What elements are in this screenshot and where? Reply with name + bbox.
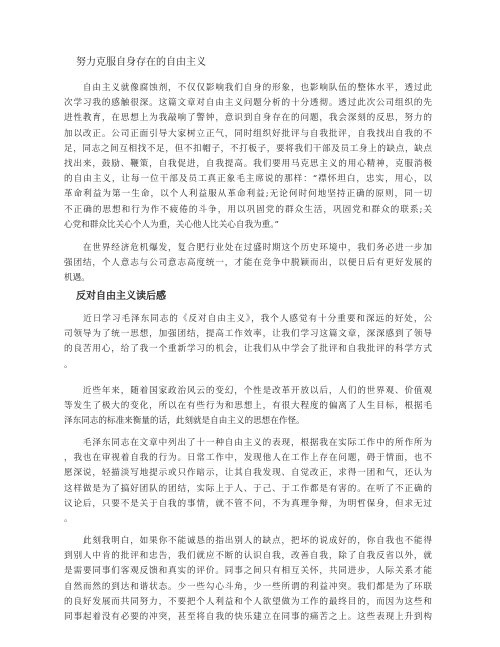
text-line: 到别人中肯的批评和忠告，我们就应不断的认识自我，改善自我，除了自我反省以外，就: [64, 551, 432, 562]
text-line: 此刻我明白，如果你不能诚恳的指出别人的缺点，把坏的说成好的，你自我也不能得: [64, 536, 432, 546]
text-line: 的良好发展而共同努力，不要把个人利益和个人欲望做为工作的最终目的，而因为这些和: [64, 596, 432, 607]
paragraph-1-1: [64, 81, 432, 233]
text-line: 愿深说，轻描淡写地提示或只作暗示，让其自我发现、自觉改正，求得一团和气，还认为: [64, 468, 432, 479]
text-line: 不正确的思想和行为作不疲倦的斗争，用以巩固党的群众生活，巩固党和群众的联系;关: [64, 204, 432, 215]
text-line: 近些年来，随着国家政治风云的变幻，个性是改革开放以后，人们的世界观、价值观: [64, 386, 432, 396]
text-line: ，我也在审视着自我的行为。日常工作中，发现他人在工作上存在问题，碍于情面，也不: [64, 453, 432, 464]
text-line: 次学习我的感触很深。这篇文章对自由主义问题分析的十分透彻。透过此次公司组织的先: [64, 98, 432, 109]
text-line: 。: [64, 359, 73, 370]
paragraph-2-3: [64, 436, 432, 527]
text-line: 泽东同志的标准来衡量的话，此刻就是自由主义的思想在作怪。: [64, 416, 305, 427]
text-line: 革命利益为第一生命，以个人利益服从革命利益;无论何时何地坚持正确的原则，同一切: [64, 189, 432, 200]
text-line: 议论后，只要不是关于自我的事情，就不管不问，不为真理争辩，为明哲保身，但求无过: [64, 498, 432, 509]
text-line: 同事起着没有必要的冲突，甚至将自我的快乐建立在同事的痛苦之上。这些表现上升到构: [64, 611, 432, 622]
paragraph-1-2: [64, 241, 432, 287]
text-line: 。: [64, 513, 73, 524]
text-line: 的良苦用心，给了我一个重新学习的机会，让我们从中学会了批评和自我批评的科学方式: [64, 344, 432, 355]
paragraph-2-4: [64, 534, 432, 625]
text-line: 在世界经济危机爆发，复合肥行业处在过盛时期这个历史环境中，我们务必进一步加: [64, 243, 432, 253]
text-line: 强团结，个人意志与公司意志高度统一，才能在竞争中脱颖而出，以便日后有更好发展的: [64, 258, 432, 269]
text-line: 的自由主义，让每一位干部及员工真正象毛主席说的那样：“襟怀坦白，忠实，用心，以: [64, 174, 432, 185]
text-line: 司领导为了统一思想，加强团结，提高工作效率，让我们学习这篇文章，深深感到了领导: [64, 329, 432, 340]
text-line: 足，同志之间互相找不足，但不扣帽子，不打板子，要将我们干部及员工身上的缺点，缺点: [64, 143, 432, 154]
text-line: 进性教育，在思想上为我敲响了警钟，意识到自身存在的问题，我会深刻的反思，努力的: [64, 113, 432, 124]
section-title-1: 努力克服自身存在的自由主义: [76, 57, 206, 68]
text-line: 自由主义就像腐蚀剂，不仅仅影响我们自身的形象，也影响队伍的整体水平，透过此: [64, 83, 432, 93]
text-line: 找出来，鼓励、鞭策，自我促进，自我提高。我们要用马克思主义的用心精神，克服消极: [64, 158, 432, 169]
text-line: 这样做是为了搞好团队的团结，实际上于人、于己、于工作都是有害的。在听了不正确的: [64, 483, 432, 494]
text-line: 是需要同事们客观反馈和真实的评价。同事之间只有相互关怀，共同进步，人际关系才能: [64, 566, 432, 577]
section-title-2: 反对自由主义读后感: [76, 291, 166, 302]
text-line: 加以改正。公司正面引导大家树立正气，同时组织好批评与自我批评，自我找出自我的不: [64, 128, 432, 139]
text-line: 近日学习毛泽东同志的《反对自由主义》，我个人感觉有十分重要和深远的好处，公: [64, 314, 432, 324]
text-line: 毛泽东同志在文章中列出了十一种自由主义的表现，根据我在实际工作中的所作所为: [64, 438, 432, 448]
paragraph-2-1: [64, 312, 432, 373]
text-line: 等发生了极大的变化，所以在有些行为和思想上，有很大程度的偏离了人生目标，根据毛: [64, 401, 432, 412]
text-line: 自然而然的到达和谐状态。少一些勾心斗角，少一些所谓的利益冲突。我们都是为了环联: [64, 581, 432, 592]
text-line: 心党和群众比关心个人为重，关心他人比关心自我为重。”: [64, 219, 279, 230]
text-line: 机遇。: [64, 273, 90, 284]
paragraph-2-2: [64, 384, 432, 430]
